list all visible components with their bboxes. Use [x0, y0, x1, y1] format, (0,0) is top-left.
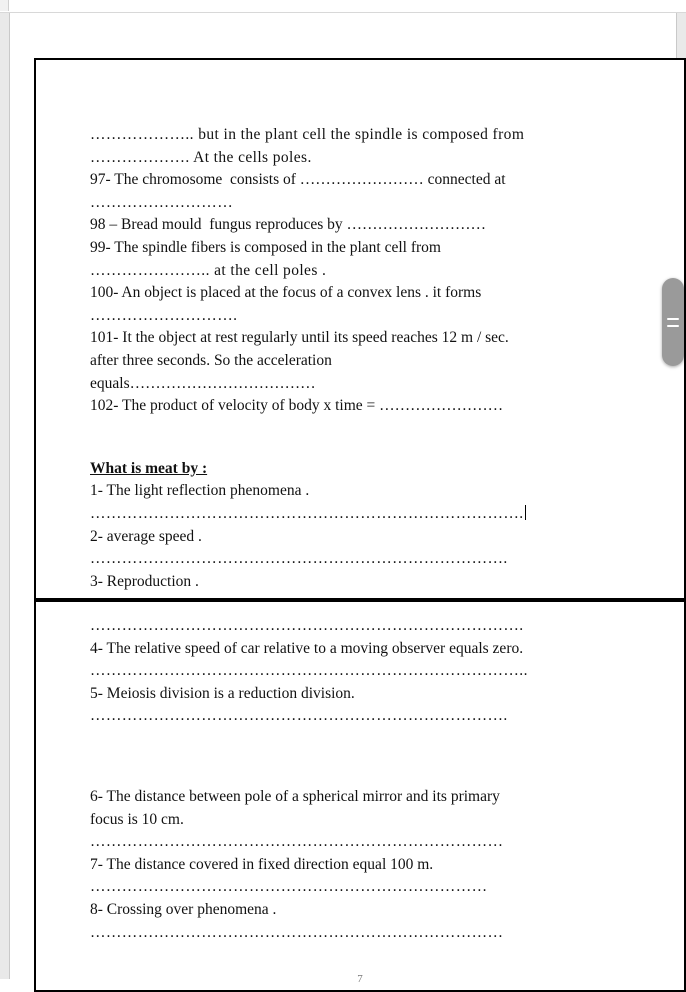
text-line: focus is 10 cm.	[90, 810, 184, 828]
text-line: 6- The distance between pole of a spherical mirror and its primary	[90, 787, 500, 805]
answer-line: …………………………………………………………………….	[90, 707, 508, 725]
text-line: ……………………….	[90, 306, 238, 324]
paragraph-spacer	[90, 418, 656, 458]
answer-line: ……………………………………………………………………	[90, 833, 504, 851]
text-line: ……………….. but in the plant cell the spindle is composed from	[90, 126, 525, 143]
paragraph-spacer	[90, 728, 656, 786]
text-line: ………………. At the cells poles.	[90, 148, 312, 166]
text-line: 7- The distance covered in fixed direction equal 100 m.	[90, 855, 434, 873]
section-heading-text: What is meat by :	[90, 459, 208, 477]
text-line: 5- Meiosis division is a reduction division.	[90, 684, 355, 702]
text-line: 4- The relative speed of car relative to a moving observer equals zero.	[90, 639, 524, 657]
document-canvas[interactable]	[0, 13, 686, 985]
answer-line: ……………………………………………………………………	[90, 923, 504, 941]
text-line: ………………………	[90, 193, 234, 211]
text-line: 101- It the object at rest regularly until its speed reaches 12 m / sec.	[90, 329, 509, 347]
text-line: 8- Crossing over phenomena .	[90, 900, 277, 918]
top-chrome-bar	[0, 0, 686, 13]
page-1-text-block	[90, 124, 656, 593]
text-line: 99- The spindle fibers is composed in the plant cell from	[90, 238, 441, 256]
answer-line: ………………………………………………………………………..	[90, 662, 528, 680]
text-line: 100- An object is placed at the focus of a convex lens . it forms	[90, 284, 482, 302]
document-page-2	[34, 600, 686, 992]
text-line: 2- average speed .	[90, 527, 202, 545]
text-line: ………………….. at the cell poles .	[90, 261, 327, 279]
handle-bar-icon	[667, 325, 679, 327]
answer-line: ……………………………………………………………………….	[90, 617, 524, 634]
page-2-text-block	[90, 615, 656, 944]
text-line: 3- Reproduction .	[90, 572, 199, 590]
page-number: 7	[357, 973, 363, 985]
answer-line	[90, 503, 656, 526]
answer-line: …………………………………………………………………….	[90, 550, 508, 568]
text-line: after three seconds. So the acceleration	[90, 351, 332, 369]
canvas-left-gutter	[0, 13, 10, 979]
answer-line: …………………………………………………………………	[90, 878, 488, 896]
text-cursor	[525, 505, 526, 520]
zoom-handle-icon[interactable]	[662, 278, 684, 366]
section-heading	[90, 458, 656, 481]
text-line: 98 – Bread mould fungus reproduces by ………………………	[90, 216, 487, 234]
text-line: 102- The product of velocity of body x time = ……………………	[90, 397, 504, 415]
handle-bar-icon	[667, 318, 679, 320]
chrome-left-strip	[0, 0, 9, 11]
text-line: equals………………………………	[90, 374, 316, 392]
answer-line-dots: ……………………………………………………………………….	[90, 504, 524, 522]
text-line: 97- The chromosome consists of …………………… connected at	[90, 171, 506, 189]
text-line: 1- The light reflection phenomena .	[90, 482, 310, 500]
document-page-1	[34, 58, 686, 600]
